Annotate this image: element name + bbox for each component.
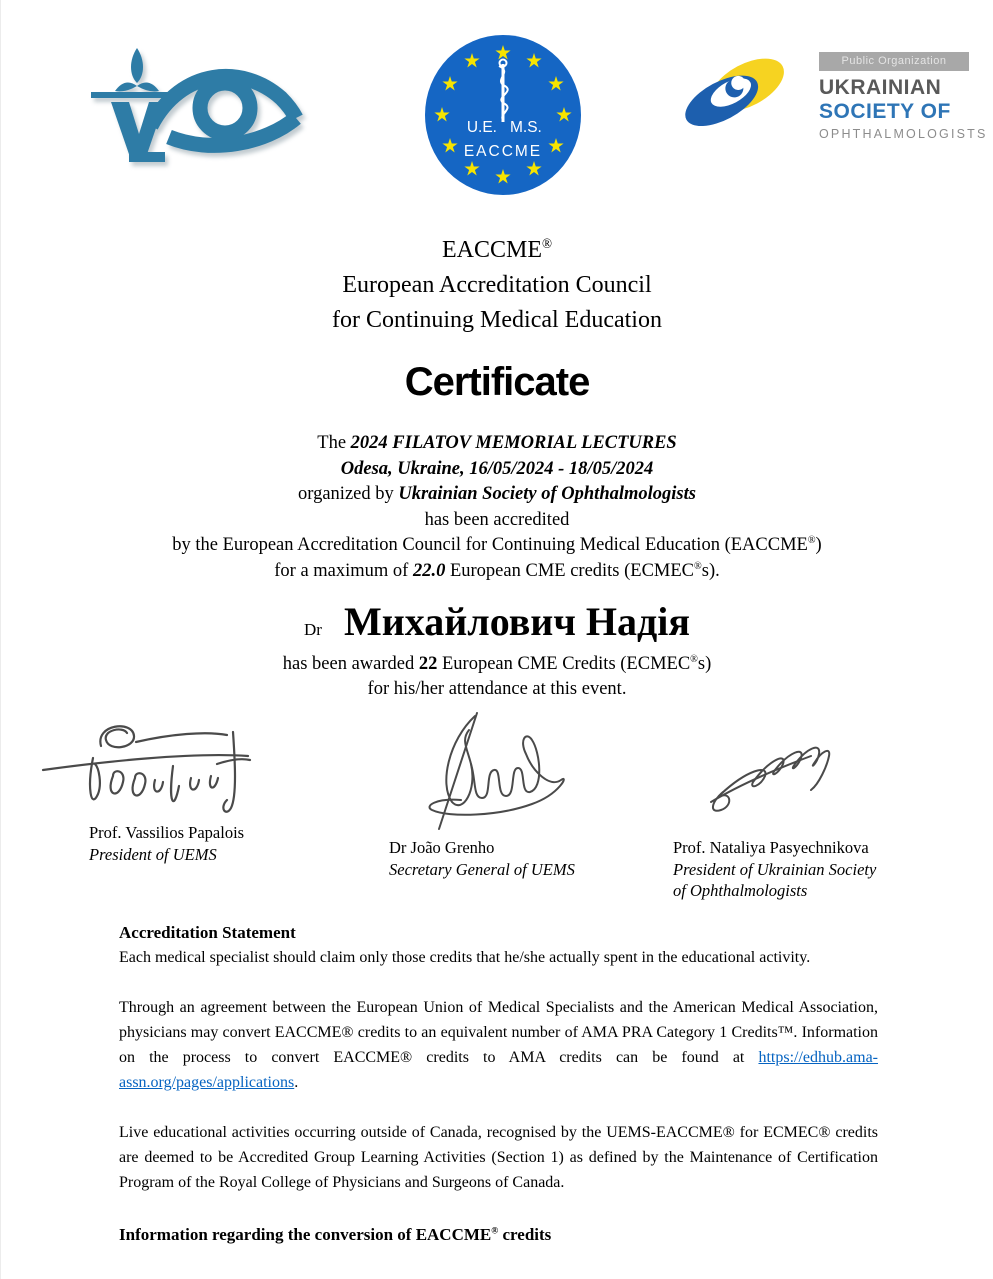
svg-text:M.S.: M.S. — [510, 119, 542, 136]
filatov-eye-icon — [85, 42, 310, 167]
svg-text:U.E.: U.E. — [466, 119, 497, 136]
svg-text:EACCME: EACCME — [463, 143, 543, 160]
council-line: by the European Accreditation Council for Continuing Medical Education (EACCME®) — [172, 534, 822, 555]
signatory-title: President of Ukrainian Society of Ophthalmologists — [673, 859, 877, 900]
statement-para2: Through an agreement between the European Union of Medical Specialists and the American Medical Association, physicians may convert EACCME® credits to an equivalent number of AMA PRA Category 1 Credits™. Information on the process to convert EACCME® credits to AMA credits can be found at https://edhub.ama-assn.org/pages/applications. — [119, 999, 878, 1091]
signatures-section — [1, 710, 993, 918]
accreditation-statement — [119, 920, 878, 1247]
signatory-name: Prof. Vassilios Papalois — [89, 823, 245, 842]
signatory-1 — [89, 822, 244, 865]
signature-grenho-icon — [419, 710, 571, 832]
recipient-row — [1, 598, 993, 645]
statement-para1: Each medical specialist should claim only those credits that he/she actually spent in the educational activity. — [119, 949, 811, 966]
signature-pasyechnikova-icon — [707, 736, 849, 816]
signatory-name: Dr João Grenho — [389, 838, 495, 857]
awarded-line: has been awarded 22 European CME Credits (ECMEC®s) — [282, 653, 712, 674]
event-organizer-line: organized by Ukrainian Society of Ophthalmologists — [298, 484, 696, 504]
uems-eaccme-logo-icon — [423, 34, 583, 196]
uso-logo — [679, 52, 988, 141]
awarded-block — [1, 652, 993, 702]
signatory-title: President of UEMS — [89, 844, 217, 864]
signatory-2 — [389, 837, 575, 880]
event-name-line: The 2024 FILATOV MEMORIAL LECTURES — [317, 433, 677, 453]
signatory-name: Prof. Nataliya Pasyechnikova — [673, 838, 869, 857]
signatory-title: Secretary General of UEMS — [389, 859, 575, 879]
uso-swoosh-icon — [679, 52, 797, 130]
uso-name-line1: UKRAINIAN — [819, 76, 942, 99]
max-credits-line: for a maximum of 22.0 European CME credits (ECMEC®s). — [274, 560, 720, 581]
statement-para3: Live educational activities occurring outside of Canada, recognised by the UEMS-EACCME® for ECMEC® credits are deemed to be Accredited Group Learning Activities (Section 1) as defined by the Maintenance of Certification Program of the Royal College of Physicians and Surgeons of Canada. — [119, 1124, 878, 1191]
conversion-info-heading: Information regarding the conversion of EACCME® credits — [119, 1225, 552, 1244]
org-name-line2: for Continuing Medical Education — [332, 307, 662, 333]
accredited-line: has been accredited — [424, 509, 570, 530]
org-name-line1: European Accreditation Council — [342, 272, 652, 298]
attendance-line: for his/her attendance at this event. — [367, 679, 627, 699]
org-header — [1, 233, 993, 338]
org-acronym: EACCME® — [441, 236, 553, 263]
recipient-name: Михайлович Надія — [343, 599, 691, 644]
certificate-title: Certificate — [404, 360, 590, 404]
event-block — [1, 431, 993, 584]
statement-heading: Accreditation Statement — [119, 923, 296, 942]
ama-applications-link[interactable]: https://edhub.ama-assn.org/pages/applications — [119, 1049, 878, 1091]
logo-row — [1, 0, 993, 205]
signatory-3 — [673, 837, 891, 902]
uso-name-line3: OPHTHALMOLOGISTS — [819, 127, 988, 141]
recipient-honorific: Dr — [303, 620, 322, 639]
uso-name-line2: SOCIETY OF — [819, 100, 951, 123]
uso-badge: Public Organization — [819, 52, 969, 71]
signature-papalois-icon — [41, 716, 253, 816]
event-location-dates: Odesa, Ukraine, 16/05/2024 - 18/05/2024 — [340, 458, 654, 479]
